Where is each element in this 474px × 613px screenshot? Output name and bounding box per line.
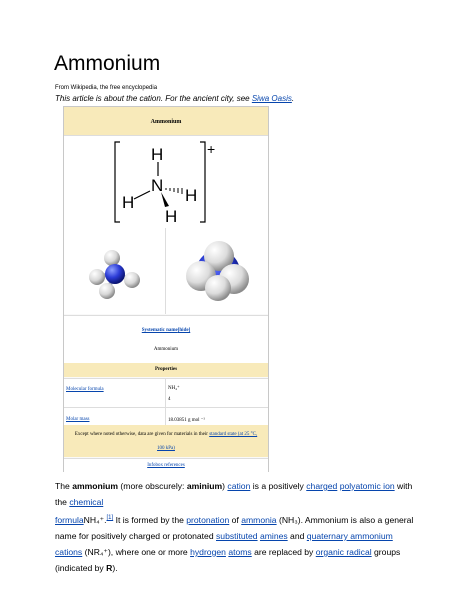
properties-header: Properties — [64, 363, 268, 377]
infobox — [63, 106, 269, 472]
structure-diagram — [64, 136, 268, 228]
molecular-formula-link[interactable]: Molecular formula — [66, 387, 104, 392]
quaternary-ammonium-link[interactable]: quaternary ammonium cations — [55, 530, 393, 557]
protonation-link[interactable]: protonation — [186, 514, 230, 525]
hydrogen-link[interactable]: hydrogen — [190, 546, 226, 557]
substituted-link[interactable]: substituted — [216, 530, 258, 541]
left-bracket — [115, 142, 120, 222]
formula-link[interactable]: formula — [55, 514, 84, 525]
atom-h-left: H — [122, 193, 135, 212]
atom-h-bottom: H — [165, 207, 178, 226]
note-line-2 — [64, 446, 268, 451]
hydrogen-atom — [99, 283, 115, 299]
space-filling-image — [166, 228, 268, 314]
hatnote-text: This article is about the cation. For the ancient city, see — [55, 94, 252, 103]
bold-r: R — [106, 562, 113, 573]
atom-n: N — [151, 176, 164, 195]
polyatomic-ion-link[interactable]: polyatomic ion — [339, 481, 395, 491]
space-filling-model — [166, 228, 268, 314]
bond-n-h-right-hashed — [166, 188, 182, 194]
infobox-references-link[interactable]: Infobox references — [147, 463, 185, 468]
infobox-footer — [64, 458, 268, 472]
hydrogen-atom — [89, 269, 105, 285]
nitrogen-atom — [105, 264, 125, 284]
molar-mass-row — [64, 407, 268, 425]
bond-n-h-left — [134, 191, 150, 199]
molar-mass-link[interactable]: Molar mass — [66, 417, 90, 422]
hatnote-suffix: . — [291, 94, 295, 103]
structural-formula — [64, 135, 268, 229]
standard-state-link[interactable]: standard state (at 25 °C, — [209, 432, 258, 437]
from-line: From Wikipedia, the free encyclopedia — [55, 85, 158, 91]
bold-term: ammonium — [72, 481, 119, 491]
molecular-formula-row — [64, 378, 268, 407]
bold-term: aminium — [186, 481, 223, 491]
hydrogen-atom — [205, 275, 231, 301]
hatnote — [55, 94, 294, 103]
atom-h-top: H — [151, 145, 164, 164]
atoms-link[interactable]: atoms — [228, 546, 252, 557]
note-line-1 — [64, 432, 268, 437]
hydrogen-atom — [124, 272, 140, 288]
right-bracket — [200, 142, 205, 222]
standard-state-link-cont[interactable]: 100 kPa) — [157, 446, 175, 451]
infobox-header: Ammonium — [64, 107, 268, 135]
ball-and-stick-model — [64, 228, 166, 314]
molecular-formula-subscript: 4 — [168, 397, 171, 402]
organic-radical-link[interactable]: organic radical — [315, 546, 372, 557]
systematic-name-value: Ammonium — [153, 347, 179, 352]
hide-toggle[interactable]: [hide] — [177, 328, 191, 333]
hydrogen-atom — [104, 250, 120, 266]
reference-link[interactable]: [1] — [106, 515, 114, 521]
molecular-models — [64, 228, 268, 314]
charged-link[interactable]: charged — [306, 481, 338, 491]
chemical-link[interactable]: chemical — [69, 497, 104, 507]
molar-mass-value: 18.03851 g mol ⁻¹ — [168, 418, 205, 423]
ball-and-stick-image — [64, 228, 165, 314]
systematic-name-label — [64, 328, 268, 333]
page-title: Ammonium — [54, 52, 161, 75]
standard-state-note — [64, 425, 268, 457]
note-text: Except where noted otherwise, data are given for materials in their — [74, 432, 210, 437]
ammonia-link[interactable]: ammonia — [241, 514, 277, 525]
siwa-oasis-link[interactable]: Siwa Oasis — [251, 94, 292, 103]
cation-link[interactable]: cation — [227, 481, 251, 491]
charge-sign: + — [207, 141, 216, 157]
atom-h-right: H — [185, 186, 198, 205]
lead-paragraph: The ammonium (more obscurely: aminium) cation is a positively charged polyatomic ion with the chemical formulaNH₄⁺.[1] It is formed by the protonation of ammonia (NH₃). Ammonium is also a general name for positively charged or protonated substituted amines and quaternary ammonium cations (NR₄⁺), where one or more hydrogen atoms are replaced by organic radical groups (indicated by R). — [55, 481, 414, 573]
amines-link[interactable]: amines — [259, 530, 288, 541]
molecular-formula-value: NH₄⁺ — [168, 386, 180, 391]
systematic-name-section — [64, 315, 268, 363]
systematic-name-link[interactable]: Systematic name — [141, 328, 178, 333]
